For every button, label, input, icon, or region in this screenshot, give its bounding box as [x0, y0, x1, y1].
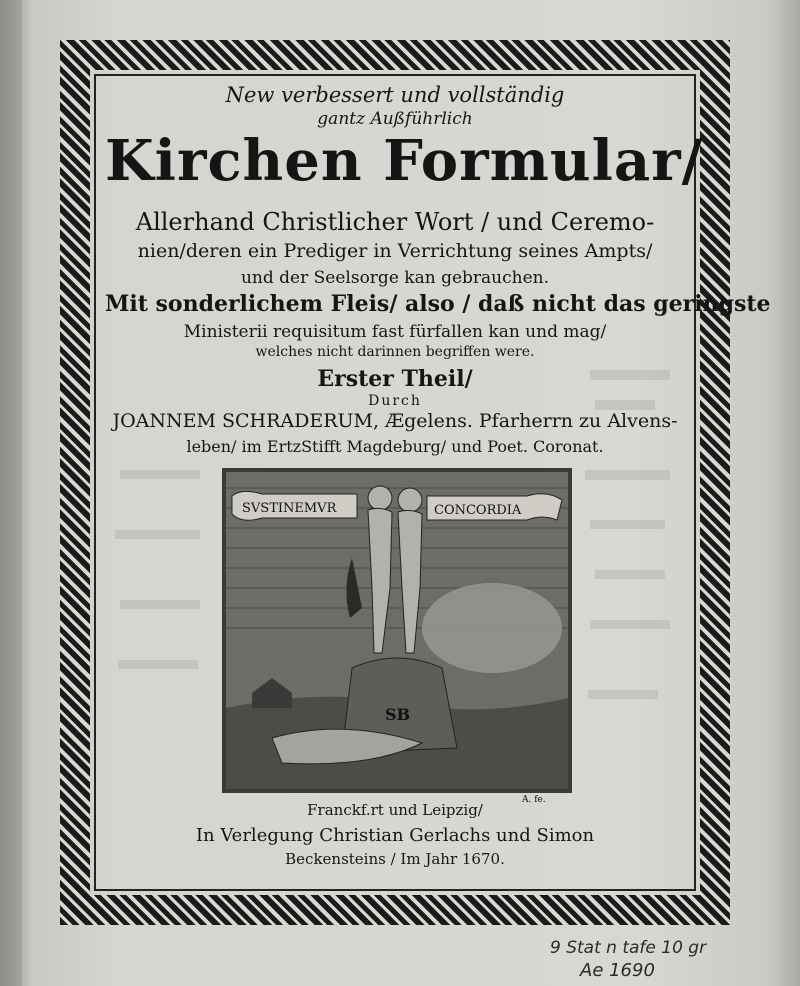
by-label: Durch	[368, 393, 422, 409]
description-line-3: und der Seelsorge kan gebrauchen.	[240, 268, 549, 288]
engraver-signature: A. fe.	[522, 795, 546, 805]
engraving-illustration	[222, 468, 572, 805]
volume-label: Erster Theil/	[317, 366, 473, 392]
description-line-2: nien/deren ein Prediger in Verrichtung seines Ampts/	[137, 240, 653, 262]
handwritten-line-2: Ae 1690	[580, 960, 655, 981]
subtitle-line-2: gantz Außführlich	[317, 109, 473, 129]
author-line-2: leben/ im ErtzStifft Magdeburg/ und Poet. Coronat.	[186, 437, 604, 456]
description-line-4: Mit sonderlichem Fleis/ also / daß nicht das geringste	[105, 291, 771, 317]
subtitle-line-1: New verbessert und vollständig	[225, 83, 565, 107]
smoke-cloud	[422, 583, 562, 673]
monogram: SB	[385, 705, 411, 724]
description-line-5: Ministerii requisitum fast fürfallen kan und mag/	[183, 322, 607, 342]
imprint-line-1: Franckf.rt und Leipzig/	[307, 801, 483, 819]
main-title: Kirchen Formular/	[105, 128, 704, 194]
banner-motto-right: CONCORDIA	[434, 503, 522, 518]
description-line-1: Allerhand Christlicher Wort / und Ceremo-	[135, 208, 655, 236]
handwritten-line-1: 9 Stat n tafe 10 gr	[550, 938, 707, 958]
imprint-line-2: In Verlegung Christian Gerlachs und Simon	[195, 825, 595, 846]
banner-motto-left: SVSTINEMVR	[242, 501, 337, 516]
imprint-line-3: Beckensteins / Im Jahr 1670.	[285, 850, 505, 868]
description-line-6: welches nicht darinnen begriffen were.	[255, 344, 535, 360]
author-line-1: JOANNEM SCHRADERUM, Ægelens. Pfarherrn zu Alvens-	[112, 410, 678, 432]
handwritten-note	[540, 938, 800, 986]
